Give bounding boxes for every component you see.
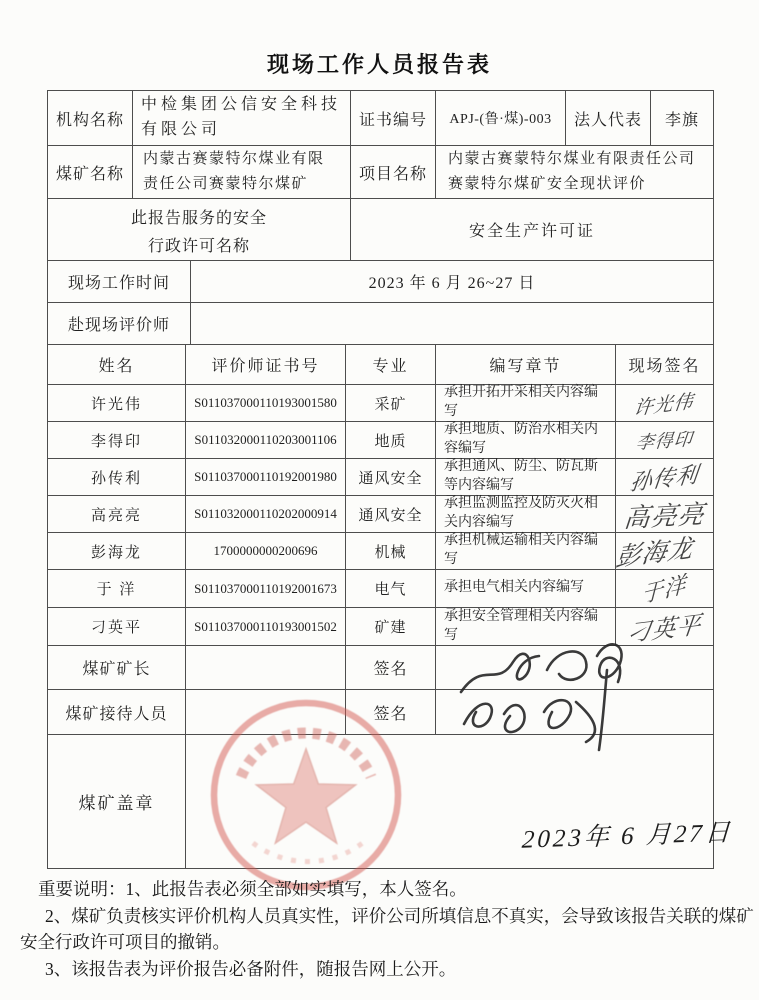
stamp-area xyxy=(186,735,734,869)
report-table xyxy=(47,90,734,869)
person-name: 刁英平 xyxy=(48,608,186,646)
evaluators-label: 赴现场评价师 xyxy=(48,303,191,345)
mine-chief-sign-label: 签名 xyxy=(346,646,436,690)
person-major: 采矿 xyxy=(346,385,436,422)
table-row xyxy=(48,459,714,496)
table-row xyxy=(48,533,714,573)
person-name: 李得印 xyxy=(48,422,186,459)
col-header-name: 姓名 xyxy=(48,345,186,385)
signature-scrawl: 彭海龙 xyxy=(614,534,696,573)
person-name: 于 洋 xyxy=(48,570,186,608)
org-name-label: 机构名称 xyxy=(48,91,133,146)
signature-scrawl: 刁英平 xyxy=(625,612,703,648)
person-cert: S011037000110193001502 xyxy=(186,608,346,646)
person-signature xyxy=(616,570,714,608)
col-header-cert: 评价师证书号 xyxy=(186,345,346,385)
person-cert: S011037000110192001673 xyxy=(186,570,346,608)
cert-number-label: 证书编号 xyxy=(351,91,436,146)
reception-sign-label: 签名 xyxy=(346,690,436,735)
signature-scrawl: 孙传利 xyxy=(628,461,701,496)
handwritten-date: 2023年 6 月27日 xyxy=(521,819,734,854)
table-row xyxy=(48,608,714,646)
person-signature xyxy=(616,608,714,646)
person-major: 通风安全 xyxy=(346,459,436,496)
person-cert: 1700000000200696 xyxy=(186,533,346,570)
person-name: 高亮亮 xyxy=(48,496,186,533)
table-row xyxy=(48,261,714,303)
person-major: 矿建 xyxy=(346,608,436,646)
person-signature xyxy=(616,496,714,533)
table-row xyxy=(48,199,714,261)
mine-name-value: 内蒙古赛蒙特尔煤业有限责任公司赛蒙特尔煤矿 xyxy=(133,146,351,199)
table-row xyxy=(48,91,714,146)
note-line: 重要说明：1、此报告表必须全部如实填写，本人签名。 xyxy=(38,879,467,899)
col-header-chapter: 编写章节 xyxy=(436,345,616,385)
signature-scrawl: 于洋 xyxy=(641,570,688,609)
legal-rep-value: 李旗 xyxy=(651,91,714,146)
personnel-header-row xyxy=(48,345,714,385)
table-row xyxy=(48,385,714,422)
person-major: 电气 xyxy=(346,570,436,608)
table-row xyxy=(48,303,714,345)
license-label-line1: 此报告服务的安全 xyxy=(130,210,267,228)
note-line: 2、煤矿负责核实评价机构人员真实性，评价公司所填信息不真实，会导致该报告关联的煤矿安全行政许可项目的撤销。 xyxy=(20,905,754,953)
cert-number-value: APJ-(鲁·煤)-003 xyxy=(436,91,566,146)
signature-scrawl: 高亮亮 xyxy=(622,499,707,533)
worktime-label: 现场工作时间 xyxy=(48,261,191,303)
legal-rep-label: 法人代表 xyxy=(566,91,651,146)
person-chapter: 承担开拓开采相关内容编写 xyxy=(436,385,616,422)
reception-label: 煤矿接待人员 xyxy=(48,690,186,735)
org-name-value: 中检集团公信安全科技有限公司 xyxy=(133,91,351,146)
person-signature xyxy=(616,385,714,422)
table-row xyxy=(48,422,714,459)
mine-chief-empty-cell xyxy=(186,646,346,690)
project-name-value: 内蒙古赛蒙特尔煤业有限责任公司赛蒙特尔煤矿安全现状评价 xyxy=(436,146,714,199)
note-line: 3、该报告表为评价报告必备附件，随报告网上公开。 xyxy=(45,958,457,979)
person-major: 地质 xyxy=(346,422,436,459)
license-label-line2: 行政许可名称 xyxy=(147,237,250,255)
person-chapter: 承担机械运输相关内容编写 xyxy=(436,533,616,570)
table-row xyxy=(48,496,714,533)
mine-name-label: 煤矿名称 xyxy=(48,146,133,199)
worktime-value: 2023 年 6 月 26~27 日 xyxy=(191,261,714,303)
person-chapter: 承担安全管理相关内容编写 xyxy=(436,608,616,646)
person-chapter: 承担监测监控及防灭火相关内容编写 xyxy=(436,496,616,533)
stamp-row xyxy=(48,735,734,869)
signature-scrawl: 李得印 xyxy=(634,428,694,454)
col-header-major: 专业 xyxy=(346,345,436,385)
reception-row xyxy=(48,690,714,735)
person-cert: S011032000110202000914 xyxy=(186,496,346,533)
signature-scrawl: 许光伟 xyxy=(633,390,696,420)
person-name: 彭海龙 xyxy=(48,533,186,570)
person-name: 孙传利 xyxy=(48,459,186,496)
license-value: 安全生产许可证 xyxy=(351,199,714,261)
person-signature xyxy=(616,459,714,496)
person-chapter: 承担地质、防治水相关内容编写 xyxy=(436,422,616,459)
project-name-label: 项目名称 xyxy=(351,146,436,199)
person-signature xyxy=(616,422,714,459)
person-chapter: 承担电气相关内容编写 xyxy=(436,570,616,608)
license-label xyxy=(48,199,351,261)
evaluators-value xyxy=(191,303,714,345)
reception-signature-area xyxy=(436,690,714,735)
person-cert: S011037000110193001580 xyxy=(186,385,346,422)
important-notes xyxy=(20,876,757,982)
mine-chief-row xyxy=(48,646,714,690)
col-header-sign: 现场签名 xyxy=(616,345,714,385)
mine-chief-signature-area xyxy=(436,646,714,690)
person-major: 通风安全 xyxy=(346,496,436,533)
stamp-label: 煤矿盖章 xyxy=(48,735,186,869)
person-cert: S011037000110192001980 xyxy=(186,459,346,496)
person-chapter: 承担通风、防尘、防瓦斯等内容编写 xyxy=(436,459,616,496)
person-signature xyxy=(614,533,714,573)
table-row xyxy=(48,570,714,608)
person-cert: S011032000110203001106 xyxy=(186,422,346,459)
table-row xyxy=(48,146,714,199)
reception-empty-cell xyxy=(186,690,346,735)
mine-chief-label: 煤矿矿长 xyxy=(48,646,186,690)
person-major: 机械 xyxy=(346,533,436,570)
page-title: 现场工作人员报告表 xyxy=(266,52,492,77)
person-name: 许光伟 xyxy=(48,385,186,422)
